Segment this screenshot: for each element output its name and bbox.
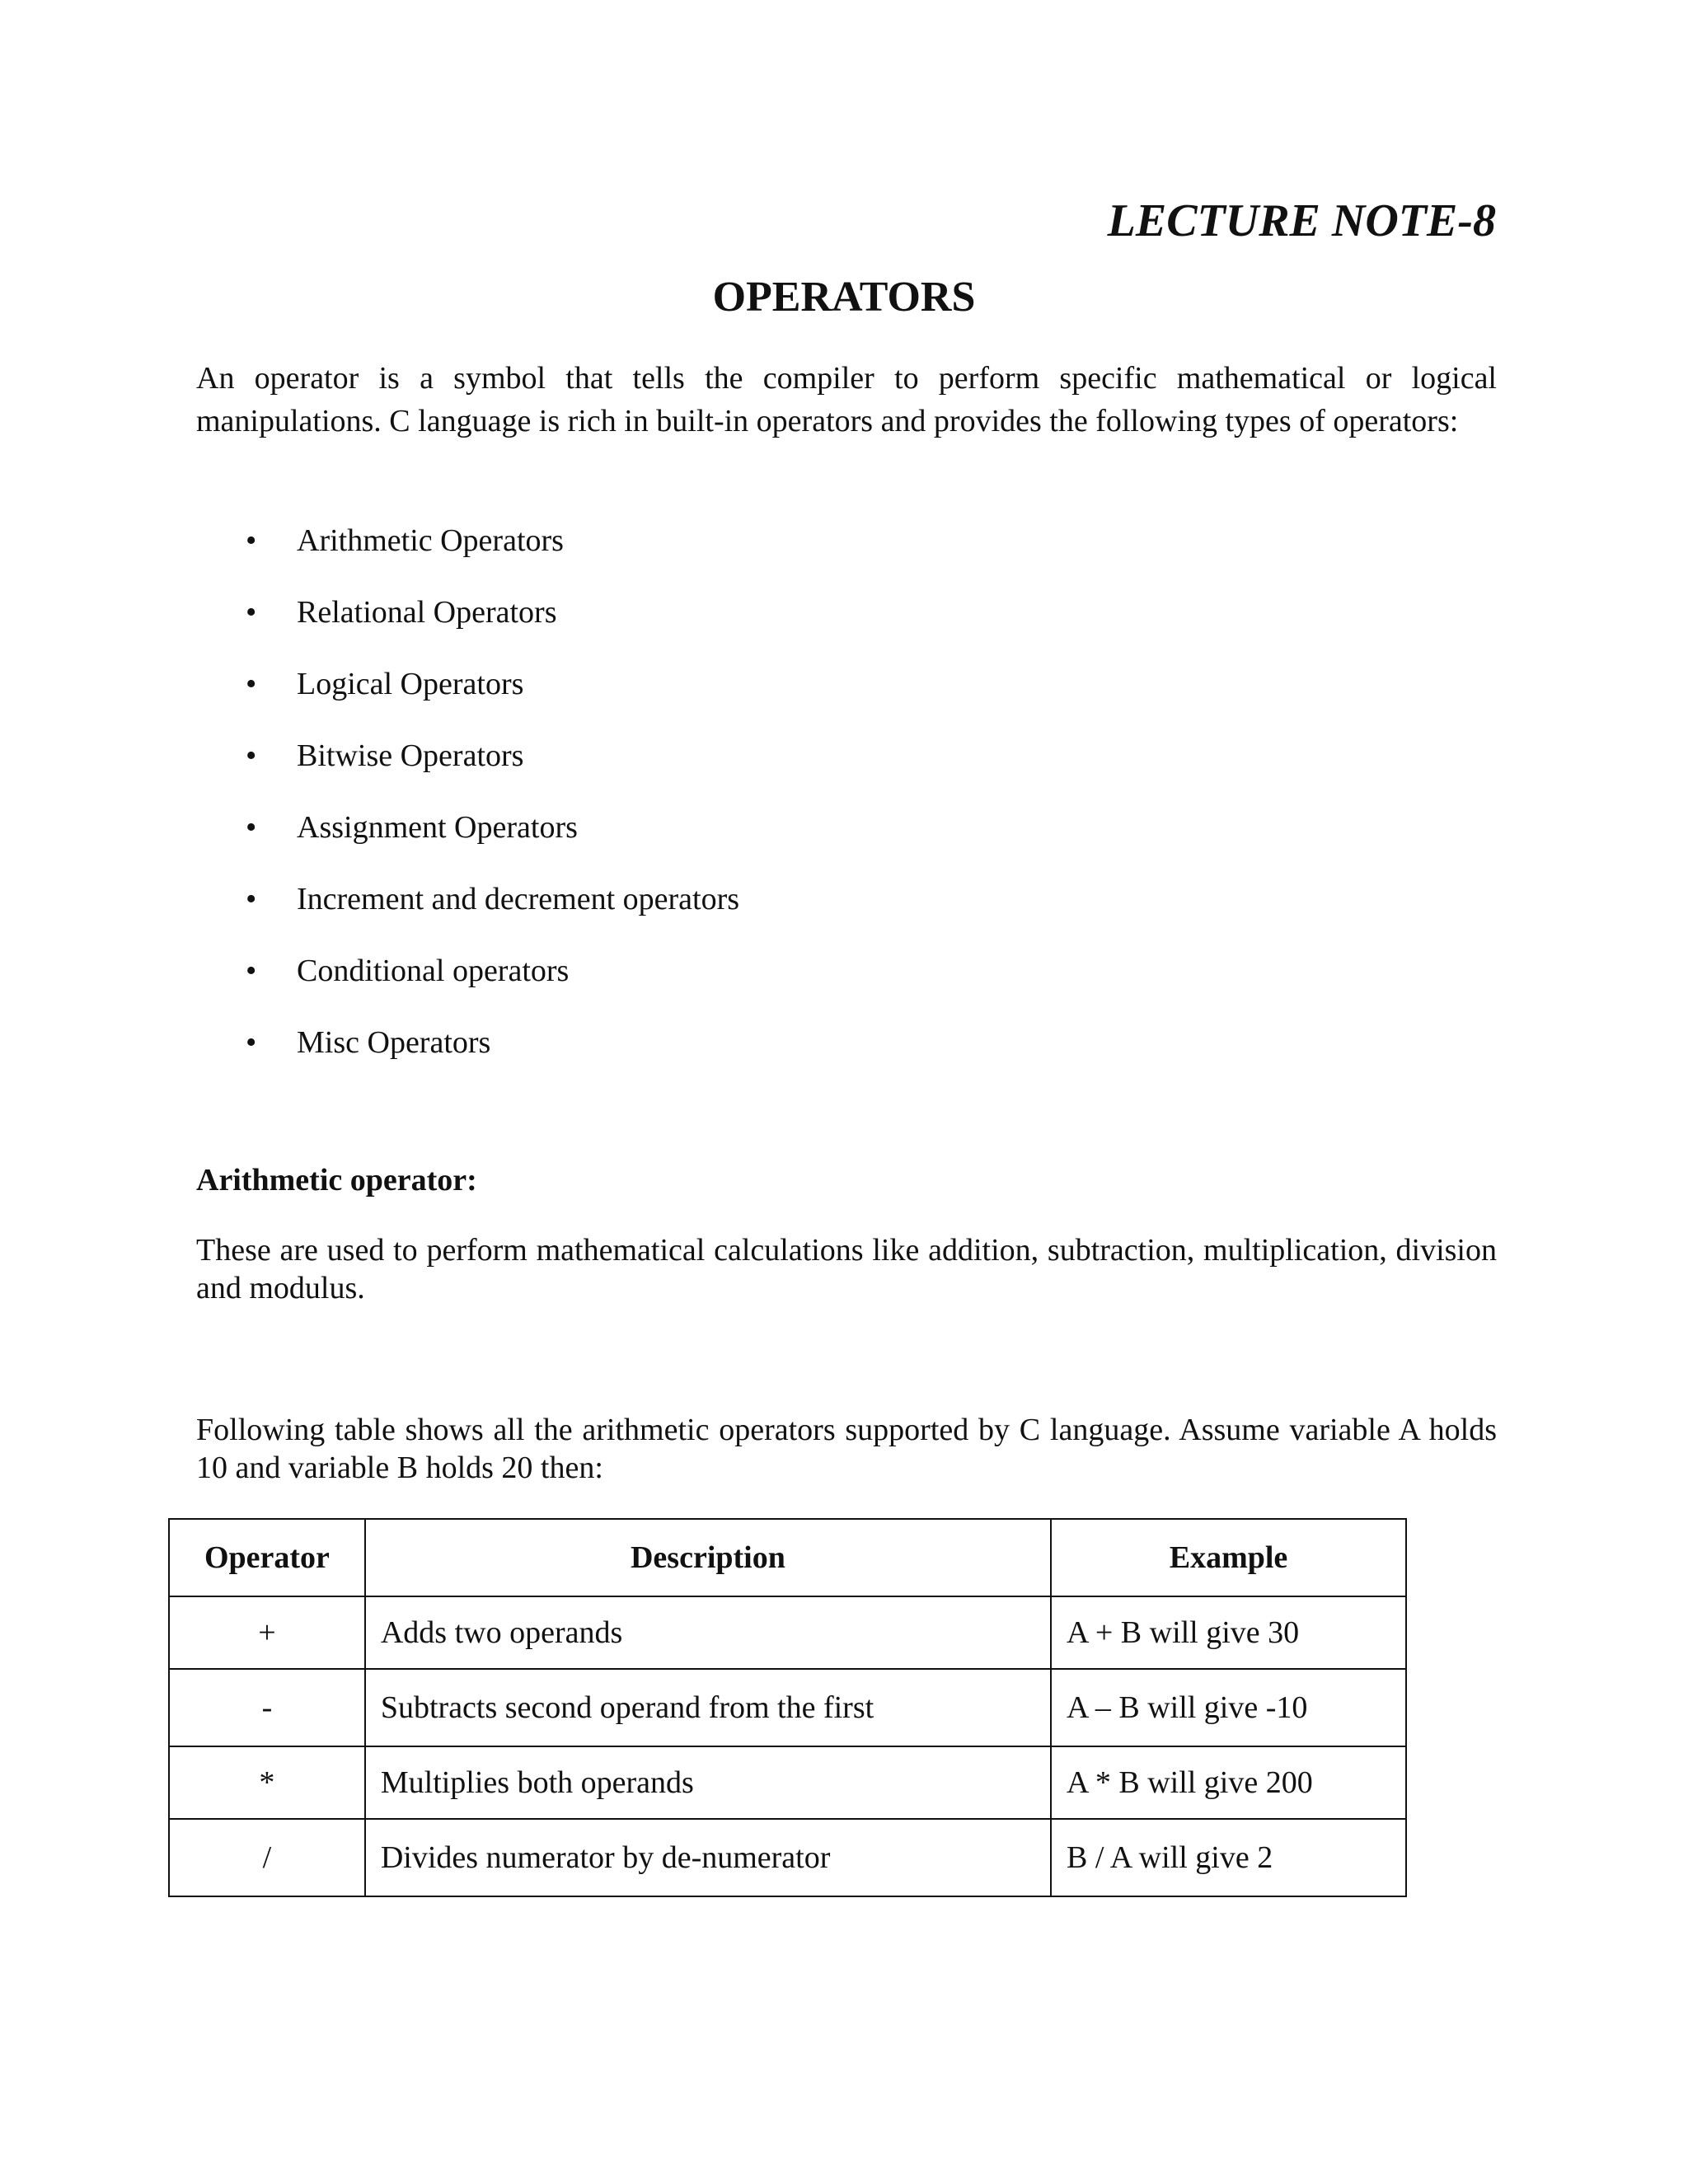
page-title: OPERATORS [712, 274, 976, 321]
table-header-row [169, 1519, 1406, 1596]
table-intro-paragraph: Following table shows all the arithmetic operators supported by C language. Assume variable A holds 10 and variable B holds 20 then: [196, 1413, 1497, 1485]
table-row [169, 1596, 1406, 1669]
list-item-text: Increment and decrement operators [297, 882, 740, 916]
list-item-text: Bitwise Operators [297, 738, 524, 773]
table-row [169, 1746, 1406, 1819]
operator-cell: / [169, 1819, 365, 1896]
arithmetic-operators-table [168, 1518, 1407, 1897]
arithmetic-description: These are used to perform mathematical calculations like addition, subtraction, multiplication, division and modulus. [196, 1233, 1497, 1305]
operator-cell: - [169, 1669, 365, 1746]
bullet-icon: • [246, 667, 257, 701]
example-cell: A + B will give 30 [1051, 1596, 1406, 1669]
column-header-description: Description [365, 1519, 1051, 1596]
table-row [169, 1669, 1406, 1746]
description-cell: Adds two operands [365, 1596, 1051, 1669]
description-cell: Subtracts second operand from the first [365, 1669, 1051, 1746]
section-heading-arithmetic: Arithmetic operator: [196, 1163, 477, 1197]
bullet-icon: • [246, 523, 257, 558]
list-item-text: Relational Operators [297, 595, 557, 630]
example-cell: B / A will give 2 [1051, 1819, 1406, 1896]
list-item-text: Logical Operators [297, 667, 524, 701]
list-item-text: Misc Operators [297, 1025, 491, 1060]
bullet-icon: • [246, 738, 257, 773]
bullet-icon: • [246, 595, 257, 630]
operator-cell: + [169, 1596, 365, 1669]
list-item-text: Conditional operators [297, 954, 570, 988]
example-cell: A * B will give 200 [1051, 1746, 1406, 1819]
bullet-icon: • [246, 882, 257, 916]
example-cell: A – B will give -10 [1051, 1669, 1406, 1746]
bullet-icon: • [246, 1025, 257, 1060]
lecture-note-label: LECTURE NOTE-8 [1107, 195, 1496, 246]
operator-cell: * [169, 1746, 365, 1819]
description-cell: Multiplies both operands [365, 1746, 1051, 1819]
description-cell: Divides numerator by de-numerator [365, 1819, 1051, 1896]
bullet-icon: • [246, 810, 257, 845]
list-item-text: Assignment Operators [297, 810, 578, 845]
list-item-text: Arithmetic Operators [297, 523, 564, 558]
bullet-icon: • [246, 954, 257, 988]
intro-paragraph: An operator is a symbol that tells the compiler to perform specific mathematical or logical manipulations. C language is rich in built-in operators and provides the following types of operators: [196, 361, 1497, 438]
table-row [169, 1819, 1406, 1896]
column-header-operator: Operator [169, 1519, 365, 1596]
column-header-example: Example [1051, 1519, 1406, 1596]
